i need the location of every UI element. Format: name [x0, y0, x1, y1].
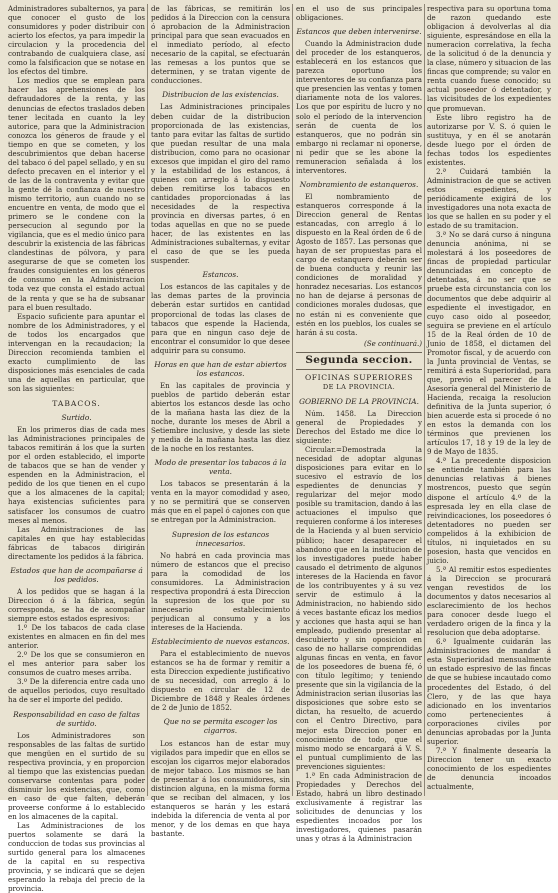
- column-2: [151, 4, 290, 838]
- item-number: Núm. 1458.: [305, 408, 357, 418]
- subheading: Surtido.: [61, 413, 92, 423]
- paragraph: Espacio suficiente para apuntar el nombre de los Administradores, y el de todos los encargados que intervengan en la recaudacion; la Direccion recomienda tambien el exacto cumplimiento de las disposiciones más esenciales de cada una de aquellas en particular, que son las siguientes:: [8, 311, 145, 393]
- paragraph: Administradores subalternos, ya para que conocer el gusto de los consumidores y poder distribuir con acierto los efectos, ya para impedir la circulacion y la procedencia del contrabando de cualquiera clase, así como la falsificacion que se notase en los efectos del timbre.: [8, 4, 145, 77]
- paragraph: 4.ª La precedente disposicion se entiende también para las denuncias relativas á bienes mostrencos, puesto que según dispone el artículo 4.º de la espresada ley en ella clase de reivindicaciones, los poseedores ó detentadores no pueden ser compelidos á la exhibicion de títulos, ni inquietados en su posesion, hasta que vencidos en juicio.: [427, 456, 551, 565]
- column-divider: [424, 4, 425, 796]
- column-divider: [292, 4, 293, 796]
- paragraph: Este libro registro ha de autorizarse por V. S. ó quien le sustituya, y en él se anotarán desde luego por el órden de fechas todos los espedientes existentes.: [427, 112, 551, 167]
- paragraph: 5.ª Al remitir estos espedientes á la Direccion se procurará vengan revestidos de los documentos y datos necesarios al esclarecimiento de los hechos para conocer desde luego el verdadero origen de la finca y la resolucion que deba adoptarse.: [427, 564, 551, 638]
- subheading: Supresion de los estancos innecesarios.: [171, 529, 270, 548]
- subheading: Horas en que han de estar abiertos los estancos.: [154, 359, 287, 378]
- paragraph: Cuando la Administracion dude del proceder de los estanqueros, establecerá en los estancos que parezca oportuno los interventores de su confianza para que presencien las ventas y tomen diariamente nota de los valores. Los que por espíritu de lucro y no solo el período de la intervencion serán de cuenta de los estanqueros, que no podrán sin embargo ni reclamar ni oponerse, ni pedir que se les abone la remuneracion señalada á los interventores.: [296, 39, 422, 175]
- subheading: Distribucion de las existencias.: [162, 90, 279, 100]
- paragraph: de las fábricas, se remitirán los pedidos á la Direccion con la censura ó aprobacion de la Administracion principal para que sean evacuados en el inmediato período, al efecto necesario de la capital, se efectuarán las remesas a los puntos que se determinen, y se tratan vigente de conducciones.: [151, 4, 290, 86]
- column-1: [8, 4, 145, 893]
- paragraph: Los estancos han de estar muy vigilados para impedir que en ellos se escojan los cigarros mejor elaborados de mejor tabaco. Los mismos se han de presentar á los consumidores, sin distincion alguna, en la misma forma que se reciban del almacen, y los estanqueros se harán y les estará indebida la diferencia de venta al por menor, y de los demas en que haya bastante.: [151, 738, 290, 838]
- subheading: Responsabilidad en caso de faltas de surtido.: [13, 709, 140, 728]
- paragraph: Las Administraciones principales deben cuidar de la distribucion proporcionada de las existencias, tanto para evitar las faltas de surtido que puedan resultar de una mala distribucion, como para no ocasionar excesos que impidan el giro del ramo y la estabilidad de los estancos, á quienes con arreglo á lo dispuesto deben remitirse los tabacos en cantidades proporcionadas á las necesidades de la respectiva provincia en diversas partes, ó en todas aquellas en que no se puede hacer, de las existentes en las Administraciones subalternas, y evitar el caso de que se les pueda suspender.: [151, 102, 290, 266]
- paragraph: 2.ª Cuidará también la Administracion de que se activen estos espedientes, y periódicamente exigirá de los investigadores una nota exacta de los que se hallen en su poder y el estado de su tramitacion.: [427, 166, 551, 231]
- column-4: [427, 4, 551, 796]
- paragraph: Los medios que se emplean para hacer las aprehensiones de los defraudadores de la renta, y las denuncias de efectos traslados deben tener lecitada en cuanto la ley autorice, para que la Administracion conozca los géneros de fraude y el tiempo en que se cometen, y los descubrimientos que deban hacerse del tabaco ó del papel sellado, y en su defecto precaven en el interior y el de las de la contraventa y evitar que la gente dé la confianza de nuestro mismo territorio, aun cuando no se encuentre en venta, de modo que el primero se le condene con la persecucion al segundo por la vigilancia, que es el medio único para descubrir la existencia de las fábricas clandestinas de pólvora, y para asegurarse de que se cometen los fraudes consiguientes en los géneros de consumo en la Administracion toda vez que consta el estado actual de la renta y que se ha de subsanar para el buen resultado.: [8, 76, 145, 312]
- paragraph: en el uso de sus principales obligaciones.: [296, 4, 422, 23]
- paragraph: Los Administradores son responsables de las faltas de surtido que mengüen en el surtido de su respectiva provincia, y en proporcion al tiempo que las existencias puedan conservarse contentas para poder disminuir los existencias, que, como en caso de que falten, deberán proveerse conforme á lo establecido en los almacenes de la capital.: [8, 730, 145, 822]
- paragraph: 1.º De los tabacos de cada clase existentes en almacen en fin del mes anterior.: [8, 623, 145, 651]
- section-subtitle-2: DE LA PROVINCIA.: [322, 382, 396, 391]
- department-heading: GOBIERNO DE LA PROVINCIA.: [299, 396, 419, 406]
- subheading: Establecimiento de nuevos estancos.: [151, 637, 290, 647]
- paragraph-text: La Direccion general de Propiedades y Derechos del Estado me dice lo siguiente:: [296, 408, 422, 446]
- paragraph: 3.ª No se dará curso á ninguna denuncia anónima, ni se molestará á los poseedores de fincas de propiedad particular denunciadas en concepto de detentadas, á no ser que se pruebe esta circunstancia con los documentos que debe adquirir al espediente el investigador, en cuyo caso oido al poseedor, seguira se previene en el artículo 15 de la Real órden de 10 de Junio de 1858, el dictamen del Promotor fiscal, y de acuerdo con la Junta provincial de Ventas, se remitirá á esta Superioridad, para que, previo el parecer de la Asesoría general del Ministerio de Hacienda, recaiga la resolucion definitiva de la Junta superior, ó bien acuerde esta si procede ó no en estos la demanda con los términos que previenen los artículos 17, 18 y 19 de la ley de 9 de Mayo de 1835.: [427, 230, 551, 457]
- paragraph: 7.ª Y finalmente desearía la Direccion tener un exacto conocimiento de los espedientes de denuncia incoados actualmente,: [427, 745, 551, 792]
- paragraph: 1.ª En cada Administracion de Propiedades y Derechos del Estado, habrá un libro destinado exclusivamente á registrar las solicitudes de denuncias y los espedientes incoados por los investigadores, quienes pasarán unas y otras á la Administracion: [296, 770, 422, 844]
- subheading: Estados que han de acompañarse á los pedidos.: [10, 565, 143, 584]
- paragraph: El nombramiento de estanqueros corresponde á la Direccion general de Rentas estancadas, con arreglo á lo dispuesto en la Real órden de 6 de Agosto de 1857. Las personas que hayan de ser propuestas para el cargo de estanquero deberán ser de buena conducta y reunir las condiciones de moralidad y honradez necesarias. Los estancos no han de dejarse á personas de condiciones morales dudosas, que no están ni es conveniente que estén en los pueblos, los cuales se harán á su costa.: [296, 191, 422, 337]
- paragraph: 6.ª Igualmente cuidarán las Administraciones de mandar á esta Superioridad mensualmente un estado espresivo de las fincas de que se hubiese incautado como procedentes del Estado, ó del Clero, y de las que haya adicionado en los inventarios como pertenecientes á corporaciones civiles por denuncias aprobadas por la Junta superior.: [427, 637, 551, 746]
- column-divider: [147, 4, 148, 796]
- paragraph: A los pedidos que se hagan á la Direccion ó á la fábrica, según corresponda, se ha de acompañar siempre estos estados espresivos:: [8, 586, 145, 624]
- subheading: Nombramiento de estanqueros.: [299, 179, 419, 189]
- section-divider: [296, 369, 422, 370]
- paragraph: Los estancos de las capitales y de las demas partes de la provincia deberán estar surtidos en cantidad proporcional de todas las clases de tabacos que espende la Hacienda, para que en ningun caso deje de encontrar el consumidor lo que desee adquirir para su consumo.: [151, 282, 290, 355]
- paragraph: respectiva para su oportuna toma de razon quedando este obligacion á devolverlas al dia siguiente, espresándose en ella la numeracion correlativa, la fecha de la solicitud ó de la denuncia y la clase, número y situacion de las fincas que comprende; su valor en renta cuando fuese conocido; su actual poseedor ó detentador, y las vicisitudes de los expedientes que promuevan.: [427, 4, 551, 113]
- paragraph: 3.º De la diferencia entre cada uno de aquellos periodos, cuyo resultado ha de ser el importe del pedido.: [8, 677, 145, 705]
- paragraph: En los primeros dias de cada mes las Administraciones principales de tabacos remitirán á los que la surten por el orden establecido, el importe de tabacos que se han de vender y espenden en la Administracion, el pedido de los que tienen en el cupo que a los almacenes de la capital; haya existencias suficientes para satisfacer los consumos de cuatro meses al menos.: [8, 425, 145, 525]
- section-title: Segunda seccion.: [305, 353, 413, 366]
- paragraph: En las capitales de provincia y pueblos de partido deberán estar abiertos los estancos desde las ocho de la mañana hasta las diez de la noche, durante los meses de Abril a Setiembre inclusive, y desde las siete y media de la mañana hasta las diez de la noche en los restantes.: [151, 380, 290, 454]
- subheading: Modo de presentar los tabacos á la venta.: [154, 458, 287, 477]
- column-3: [296, 4, 422, 844]
- paragraph: No habrá en cada provincia mas número de estancos que el preciso para la comodidad de los consumidores. La Administracion respectiva propondrá á esta Direccion la supresion de los que por su innecesario establecimiento perjudican al consumo y a los intereses de la Hacienda.: [151, 550, 290, 632]
- continued-note: (Se continuará.): [363, 338, 422, 348]
- section-divider: [296, 352, 422, 353]
- subheading: Que no se permita escoger los cigarros.: [163, 717, 278, 736]
- paragraph: Circular.=Demostrada la necesidad de adoptar algunas disposiciones para evitar en lo sucesivo el estravío de los espedientes de denuncias y regularizar del mejor modo posible su tramitacion, dando á las actuaciones el impulso que requieren conforme á los intereses de la Hacienda y al buen servicio público; hacer desaparecer el abandono que en la institucion de los investigadores puede haber causado el detrimento de algunos intereses de la Hacienda en favor de los contribuyentes y á su vez servir de estimulo á la Administracion, no habiendo sido á veces bastante eficaz los medios y acciones que hasta aqui se han empleado, pudiendo presentar al descubierto y sin oposicion en caso de no hallarse comprendidas algunas fincas en venta, en favor de los poseedores de buena fé, ó con título legítimo; y teniendo presente que sin la vigilancia de la Administracion serian ilusorias las disposiciones que sobre esto se dictan, ha resuelto, de acuerdo con el Centro Directivo, para mejor esta Direccion poner en conocimiento de todo, que el mismo modo se encargará á V. S. el puntual cumplimiento de las prevenciones siguientes:: [296, 445, 422, 771]
- paragraph: [296, 409, 422, 445]
- paragraph: Las Administraciones de los puertos solamente se dará la conduccion de todas sus provincias al surtido general para los almacenes de la capital en su respectiva provincia, y se indicará que se dejen esperando la rebaja del precio de la provincia.: [8, 821, 145, 893]
- paragraph: 2.º De los que se consumieron en el mes anterior para saber los consumos de cuatro meses arriba.: [8, 650, 145, 678]
- paragraph: Los tabacos se presentarán á la venta en la mayor comodidad y aseo, y no se permitirá que se conserven más que en el papel ó cajones con que se entregan por la Administracion.: [151, 479, 290, 525]
- subheading: Estancos.: [202, 270, 239, 280]
- section-heading: TABACOS.: [52, 399, 101, 409]
- paragraph: Para el establecimiento de nuevos estancos se ha de formar y remitir a esta Direccion expediente justificativo de su necesidad, con arreglo á lo dispuesto en circular de 12 de Diciembre de 1848 y Reales órdenes de 2 de Junio de 1852.: [151, 649, 290, 713]
- section-subtitle: OFICINAS SUPERIORES: [304, 372, 414, 382]
- paragraph: Las Administraciones de las capitales en que hay establecidas fábricas de tabacos dirigirán directamente los pedidos á la fábrica.: [8, 524, 145, 561]
- subheading: Estancos que deben intervenirse.: [296, 27, 422, 37]
